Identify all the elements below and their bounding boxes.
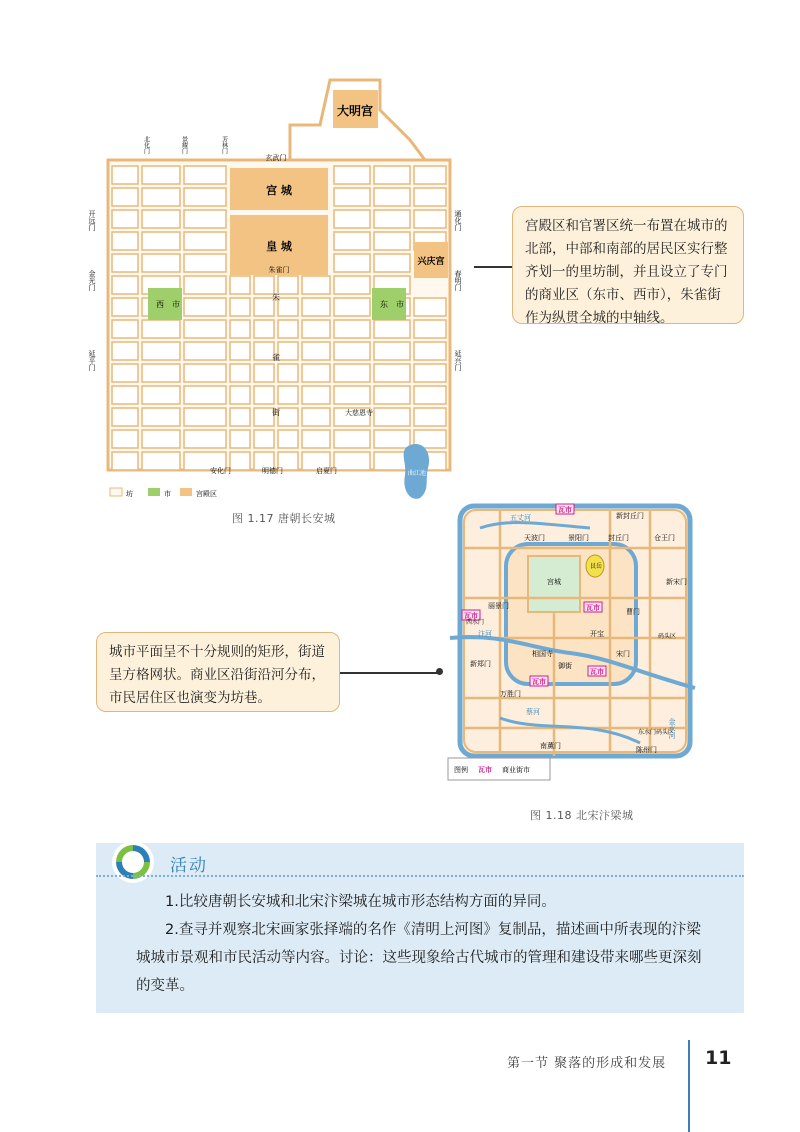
fang-block bbox=[184, 408, 226, 426]
dongshuimen-label: 东水门码头区 bbox=[638, 729, 675, 736]
tianbomen-label: 天波门 bbox=[524, 534, 545, 542]
activity-body bbox=[136, 888, 714, 1000]
fang-block bbox=[414, 364, 446, 382]
qixia-gate-label: 启夏门 bbox=[316, 467, 337, 475]
street-char-1: 朱 bbox=[272, 293, 280, 302]
activity-title: 活动 bbox=[170, 856, 208, 876]
fang-block bbox=[142, 364, 180, 382]
fang-block bbox=[334, 232, 370, 250]
longdemen-label: 丽景门 bbox=[488, 602, 509, 610]
callout-pointer-dot bbox=[436, 668, 443, 675]
xinzheng-label: 新郑门 bbox=[470, 660, 491, 668]
fang-block bbox=[414, 166, 446, 184]
wuzhang-river-label: 五丈河 bbox=[510, 514, 531, 522]
xinfengmen-label: 新封丘门 bbox=[616, 512, 644, 520]
fang-block bbox=[414, 342, 446, 360]
fang-block bbox=[184, 166, 226, 184]
market-label: 瓦市 bbox=[586, 604, 600, 612]
fengqiumen-label: 封丘门 bbox=[608, 534, 629, 542]
activity-divider bbox=[96, 875, 744, 877]
fang-block bbox=[142, 342, 180, 360]
fang-block bbox=[230, 452, 250, 470]
fang-block bbox=[254, 298, 274, 316]
fang-block bbox=[278, 320, 298, 338]
fang-block bbox=[334, 386, 370, 404]
palace-label: 宫城 bbox=[547, 578, 561, 586]
genyue-label: 艮岳 bbox=[590, 563, 603, 570]
fang-block bbox=[142, 166, 180, 184]
fang-block bbox=[142, 452, 180, 470]
fang-block bbox=[112, 430, 138, 448]
cangwang-label: 仓王门 bbox=[654, 534, 675, 542]
bianliang-map bbox=[440, 488, 700, 788]
footer-divider bbox=[688, 1040, 690, 1132]
activity-box bbox=[96, 843, 744, 1013]
jinhe-label: 金水河 bbox=[668, 718, 676, 739]
east-market-label-1: 东 bbox=[380, 300, 388, 309]
fang-block bbox=[230, 276, 250, 294]
fang-block bbox=[374, 430, 410, 448]
fang-block bbox=[230, 364, 250, 382]
fang-block bbox=[374, 232, 410, 250]
fang-block bbox=[184, 320, 226, 338]
jinguang-gate-label: 金光门 bbox=[88, 270, 96, 291]
fang-block bbox=[334, 364, 370, 382]
fang-block bbox=[374, 254, 410, 272]
fang-block bbox=[302, 430, 330, 448]
fang-block bbox=[374, 188, 410, 206]
legend-market-swatch bbox=[148, 488, 160, 496]
legend-fang-label: 坊 bbox=[126, 490, 133, 498]
wanshengmen-label: 万胜门 bbox=[500, 690, 521, 698]
east-market-label-2: 市 bbox=[396, 300, 404, 309]
fang-block bbox=[278, 430, 298, 448]
dailyroad-label: 御街 bbox=[558, 662, 572, 670]
fang-block bbox=[278, 276, 298, 294]
xishuimen-label: 西水门 bbox=[466, 619, 485, 626]
fang-block bbox=[184, 386, 226, 404]
fang-block bbox=[112, 232, 138, 250]
legend-palace-swatch bbox=[180, 488, 192, 496]
fang-block bbox=[334, 166, 370, 184]
dayanta-label: 大慈恩寺 bbox=[345, 409, 373, 417]
fang-block bbox=[184, 232, 226, 250]
changan-map bbox=[80, 70, 500, 520]
fang-block bbox=[112, 188, 138, 206]
fang-block bbox=[414, 386, 446, 404]
legend-palace-label: 宫殿区 bbox=[196, 490, 217, 498]
caomen-label: 曹门 bbox=[626, 608, 640, 616]
fang-block bbox=[142, 430, 180, 448]
fang-block bbox=[142, 320, 180, 338]
north-gate-label-2: 景耀门 bbox=[180, 136, 188, 154]
fang-block bbox=[278, 386, 298, 404]
fang-block bbox=[112, 342, 138, 360]
fang-block bbox=[184, 254, 226, 272]
fang-block bbox=[230, 298, 250, 316]
west-market-label-1: 西 bbox=[156, 300, 164, 309]
fang-block bbox=[184, 276, 226, 294]
activity-item-1: 1.比较唐朝长安城和北宋汴梁城在城市形态结构方面的异同。 bbox=[165, 894, 556, 910]
fang-block bbox=[254, 320, 274, 338]
fang-block bbox=[230, 408, 250, 426]
qujiang-label: 曲江池 bbox=[408, 470, 427, 477]
fang-block bbox=[334, 254, 370, 272]
north-gate-label-1: 北化门 bbox=[142, 136, 150, 154]
xinsong-label: 新宋门 bbox=[666, 578, 687, 586]
callout-pointer-bianliang bbox=[340, 672, 440, 674]
fang-block bbox=[334, 342, 370, 360]
street-char-2: 雀 bbox=[272, 353, 280, 362]
fang-block bbox=[414, 320, 446, 338]
chunming-gate-label: 春明门 bbox=[454, 270, 462, 291]
fang-block bbox=[278, 364, 298, 382]
fang-block bbox=[184, 364, 226, 382]
fang-block bbox=[230, 430, 250, 448]
fang-block bbox=[112, 364, 138, 382]
fang-block bbox=[112, 408, 138, 426]
fang-block bbox=[184, 430, 226, 448]
fang-block bbox=[334, 430, 370, 448]
legend-title: 图例 bbox=[454, 766, 468, 774]
market-label: 瓦市 bbox=[532, 678, 546, 686]
fang-block bbox=[414, 408, 446, 426]
callout-bianliang: 城市平面呈不十分规则的矩形，街道呈方格网状。商业区沿街沿河分布，市民居住区也演变为坊巷。 bbox=[96, 632, 340, 712]
fang-block bbox=[254, 430, 274, 448]
songmen-label: 宋门 bbox=[616, 650, 630, 658]
fang-block bbox=[230, 386, 250, 404]
fang-block bbox=[334, 188, 370, 206]
tonghua-gate-label: 通化门 bbox=[454, 210, 462, 231]
fang-block bbox=[374, 408, 410, 426]
fang-block bbox=[302, 342, 330, 360]
fang-block bbox=[184, 342, 226, 360]
fang-block bbox=[112, 210, 138, 228]
fang-block bbox=[184, 188, 226, 206]
fang-block bbox=[142, 254, 180, 272]
caption-changan: 图 1.17 唐朝长安城 bbox=[232, 512, 336, 525]
nanxun-label: 南薰门 bbox=[540, 742, 561, 750]
fang-block bbox=[334, 298, 370, 316]
fang-block bbox=[374, 386, 410, 404]
fang-block bbox=[112, 276, 138, 294]
fang-block bbox=[112, 452, 138, 470]
west-market-label-2: 市 bbox=[172, 300, 180, 309]
fang-block bbox=[142, 210, 180, 228]
mingde-gate-label: 明德门 bbox=[262, 467, 283, 475]
north-gate-label-3: 芳林门 bbox=[220, 136, 228, 154]
caihe-label: 蔡河 bbox=[526, 708, 540, 716]
xuanwu-gate-label: 玄武门 bbox=[265, 154, 287, 162]
zhuque-gate-label: 朱雀门 bbox=[268, 266, 290, 274]
fang-block bbox=[112, 298, 138, 316]
legend-market-label: 市 bbox=[164, 490, 171, 498]
fang-block bbox=[254, 408, 274, 426]
footer-section-title: 第一节 聚落的形成和发展 bbox=[507, 1056, 667, 1071]
cycle-arrows-icon bbox=[110, 839, 156, 885]
fang-block bbox=[414, 188, 446, 206]
imperial-city-label: 皇 城 bbox=[266, 240, 292, 253]
fang-block bbox=[374, 342, 410, 360]
fang-block bbox=[374, 364, 410, 382]
fang-block bbox=[112, 320, 138, 338]
fang-block bbox=[302, 408, 330, 426]
caption-bianliang: 图 1.18 北宋汴梁城 bbox=[530, 809, 634, 822]
fang-block bbox=[278, 342, 298, 360]
chenzhou-label: 陈州门 bbox=[636, 746, 657, 754]
kaiyuan-gate-label: 开远门 bbox=[88, 210, 96, 231]
page-number: 11 bbox=[705, 1047, 732, 1069]
fang-block bbox=[278, 298, 298, 316]
market-label: 瓦市 bbox=[590, 668, 604, 676]
fang-block bbox=[374, 166, 410, 184]
yanxing-gate-label: 延兴门 bbox=[454, 350, 462, 371]
fang-block bbox=[302, 364, 330, 382]
fang-block bbox=[254, 342, 274, 360]
bianhe-label: 汴河 bbox=[478, 630, 492, 638]
fang-block bbox=[302, 276, 330, 294]
market-label: 瓦市 bbox=[464, 612, 478, 620]
daming-palace-label: 大明宫 bbox=[336, 104, 374, 118]
fang-block bbox=[334, 320, 370, 338]
fang-block bbox=[230, 320, 250, 338]
legend-symbol: 瓦市 bbox=[478, 766, 492, 774]
xiangguosi-label: 相国寺 bbox=[532, 650, 553, 658]
fang-block bbox=[334, 452, 370, 470]
fang-block bbox=[142, 232, 180, 250]
fang-block bbox=[254, 276, 274, 294]
fang-block bbox=[278, 408, 298, 426]
fang-block bbox=[142, 386, 180, 404]
yanping-gate-label: 延平门 bbox=[88, 350, 96, 371]
fang-block bbox=[334, 276, 370, 294]
fang-block bbox=[254, 386, 274, 404]
market-label: 瓦市 bbox=[558, 506, 572, 514]
jingyangmen-label: 景阳门 bbox=[568, 534, 589, 542]
fang-block bbox=[142, 188, 180, 206]
fang-block bbox=[414, 210, 446, 228]
legend-fang-swatch bbox=[110, 488, 122, 496]
fang-block bbox=[302, 320, 330, 338]
xingqing-palace-label: 兴庆宫 bbox=[417, 257, 445, 267]
kaibao-label: 开宝 bbox=[590, 630, 604, 638]
legend-item-label: 商业街市 bbox=[502, 766, 530, 774]
fang-block bbox=[254, 364, 274, 382]
fang-block bbox=[334, 210, 370, 228]
fang-block bbox=[184, 210, 226, 228]
fang-block bbox=[374, 210, 410, 228]
palace-city-label: 宫 城 bbox=[266, 184, 292, 197]
fang-block bbox=[302, 298, 330, 316]
fang-block bbox=[184, 298, 226, 316]
fang-block bbox=[302, 386, 330, 404]
fang-block bbox=[112, 166, 138, 184]
fang-block bbox=[142, 408, 180, 426]
fang-block bbox=[374, 320, 410, 338]
fang-block bbox=[230, 342, 250, 360]
fang-block bbox=[112, 254, 138, 272]
anhua-gate-label: 安化门 bbox=[210, 467, 231, 475]
matou-label: 码头区 bbox=[658, 633, 677, 640]
callout-pointer-changan bbox=[474, 266, 514, 268]
street-char-3: 街 bbox=[272, 408, 280, 417]
fang-block bbox=[112, 386, 138, 404]
callout-changan: 宫殿区和官署区统一布置在城市的北部，中部和南部的居民区实行整齐划一的里坊制，并且设立了专门的商业区（东市、西市），朱雀街作为纵贯全城的中轴线。 bbox=[512, 206, 744, 324]
fang-block bbox=[414, 298, 446, 316]
activity-item-2: 2.查寻并观察北宋画家张择端的名作《清明上河图》复制品，描述画中所表现的汴梁城城市景观和市民活动等内容。讨论：这些现象给古代城市的管理和建设带来哪些更深刻的变革。 bbox=[136, 922, 702, 994]
